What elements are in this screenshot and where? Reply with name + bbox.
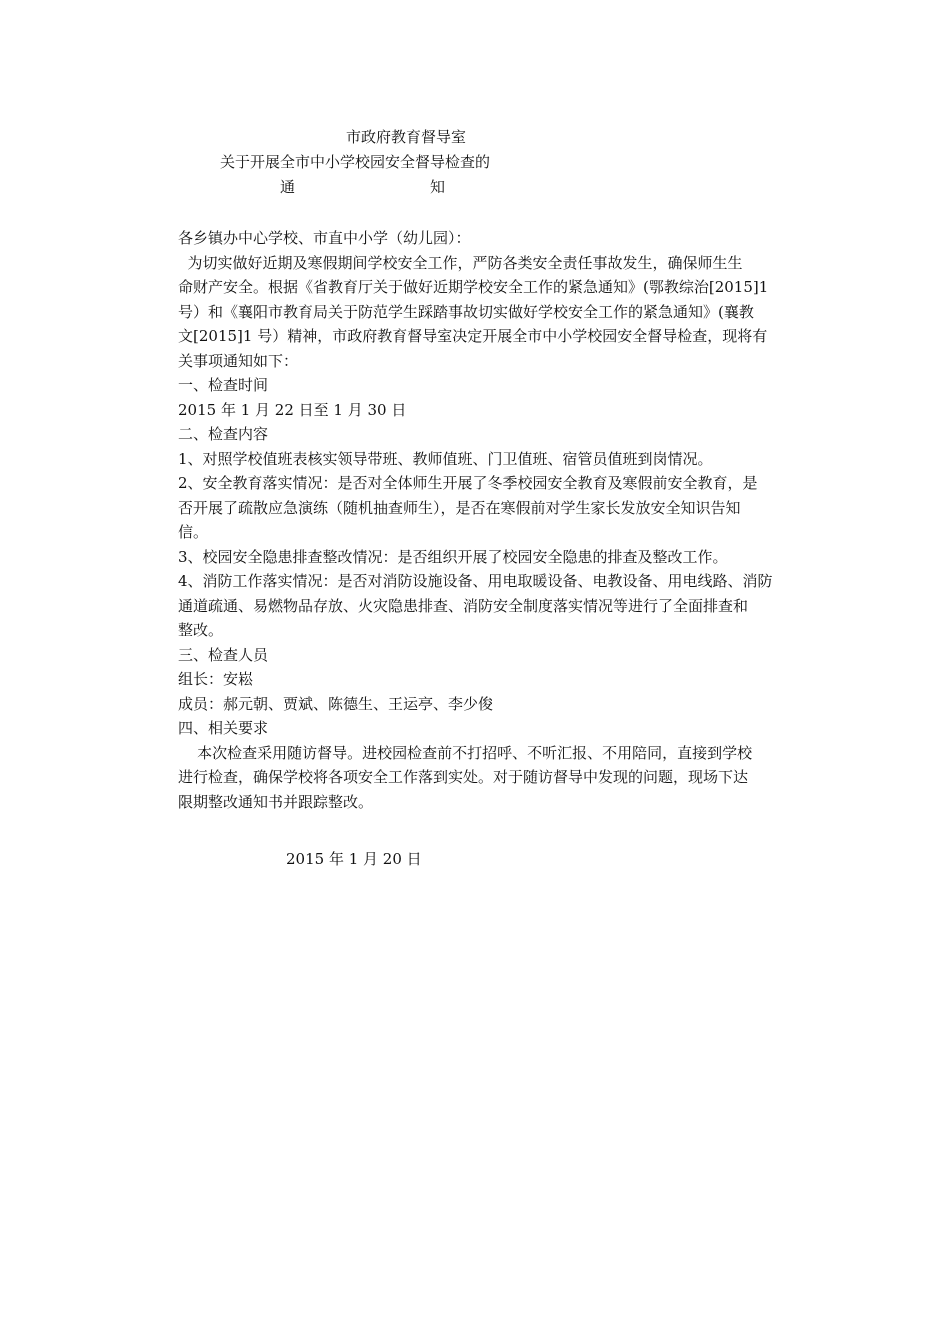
document-title-char-1: 通 (280, 178, 296, 196)
document-date: 2015 年 1 月 20 日 (286, 850, 422, 868)
section-heading-personnel: 三、检查人员 (178, 645, 269, 664)
inspection-dates: 2015 年 1 月 22 日至 1 月 30 日 (178, 400, 407, 419)
intro-line: 关事项通知如下： (178, 351, 299, 370)
intro-line: 命财产安全。根据《省教育厅关于做好近期学校安全工作的紧急通知》(鄂教综治[2015]1 (178, 278, 769, 296)
requirements-line: 限期整改通知书并跟踪整改。 (178, 792, 374, 811)
requirements-line: 本次检查采用随访督导。进校园检查前不打招呼、不听汇报、不用陪同，直接到学校 (178, 743, 753, 762)
team-leader: 组长：安崧 (178, 670, 254, 688)
content-item-4: 4、消防工作落实情况：是否对消防设施设备、用电取暖设备、电教设备、用电线路、消防 (178, 572, 773, 590)
section-heading-requirements: 四、相关要求 (178, 719, 269, 737)
content-item-2: 信。 (178, 523, 209, 541)
intro-line: 号）和《襄阳市教育局关于防范学生踩踏事故切实做好学校安全工作的紧急通知》(襄教 (178, 302, 754, 321)
document-title-line1: 关于开展全市中小学校园安全督导检查的 (220, 153, 491, 171)
requirements-line: 进行检查，确保学校将各项安全工作落到实处。对于随访督导中发现的问题，现场下达 (178, 768, 749, 786)
content-item-3: 3、校园安全隐患排查整改情况：是否组织开展了校园安全隐患的排查及整改工作。 (178, 547, 728, 566)
intro-line: 文[2015]1 号）精神，市政府教育督导室决定开展全市中小学校园安全督导检查，现将有 (178, 327, 768, 345)
document-body (178, 226, 810, 814)
issuer-heading: 市政府教育督导室 (346, 128, 467, 146)
section-heading-time: 一、检查时间 (178, 376, 269, 394)
content-item-1: 1、对照学校值班表核实领导带班、教师值班、门卫值班、宿管员值班到岗情况。 (178, 449, 713, 468)
section-heading-content: 二、检查内容 (178, 425, 269, 443)
salutation: 各乡镇办中心学校、市直中小学（幼儿园）： (178, 229, 471, 247)
content-item-4: 整改。 (178, 621, 224, 639)
content-item-4: 通道疏通、易燃物品存放、火灾隐患排查、消防安全制度落实情况等进行了全面排查和 (178, 596, 749, 615)
team-members: 成员：郝元朝、贾斌、陈德生、王运亭、李少俊 (178, 694, 494, 713)
document-title-char-2: 知 (430, 178, 446, 196)
content-item-2: 2、安全教育落实情况：是否对全体师生开展了冬季校园安全教育及寒假前安全教育，是 (178, 474, 758, 492)
intro-line: 为切实做好近期及寒假期间学校安全工作，严防各类安全责任事故发生，确保师生生 (178, 253, 743, 272)
content-item-2: 否开展了疏散应急演练（随机抽查师生），是否在寒假前对学生家长发放安全知识告知 (178, 498, 741, 517)
